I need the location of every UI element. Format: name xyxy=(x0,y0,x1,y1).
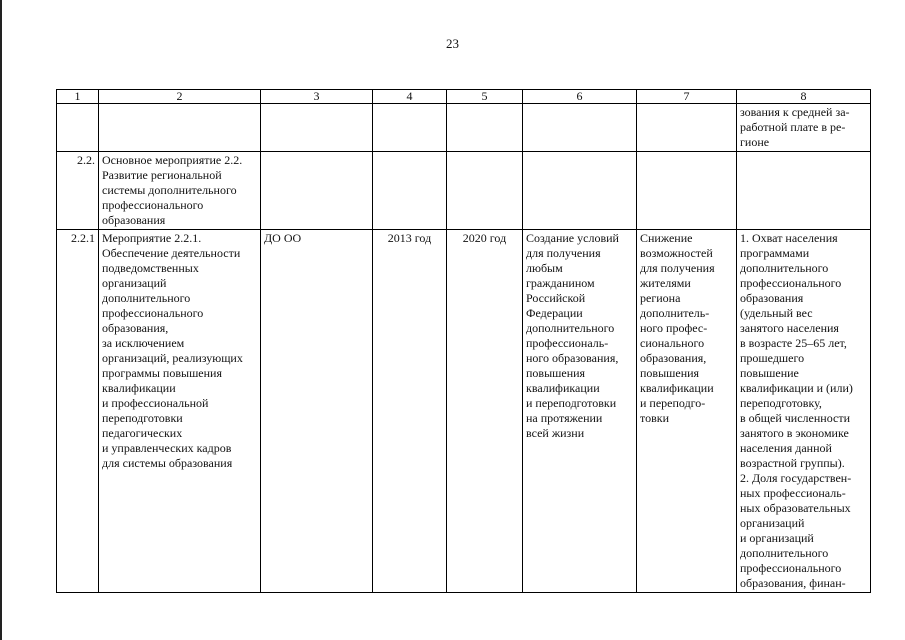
column-number: 2 xyxy=(99,90,261,104)
column-number: 6 xyxy=(523,90,637,104)
column-number: 8 xyxy=(737,90,871,104)
expected-result-cell: Создание условий для получения любым гражданином Российской Федерации дополнительного профессиональ- ного образования, повышения квалификации и переподготовки на протяжении всей жизни xyxy=(523,230,637,593)
column-number: 3 xyxy=(261,90,373,104)
consequences-cell xyxy=(637,104,737,152)
start-date-cell xyxy=(373,152,447,230)
indicators-cell: зования к средней за- работной плате в ре- гионе xyxy=(737,104,871,152)
responsible-cell: ДО ОО xyxy=(261,230,373,593)
activity-name-cell: Основное мероприятие 2.2. Развитие региональной системы дополнительного профессионального образования xyxy=(99,152,261,230)
page-edge-rule xyxy=(0,0,2,640)
program-table xyxy=(56,89,871,593)
consequences-cell xyxy=(637,152,737,230)
column-number: 7 xyxy=(637,90,737,104)
indicators-cell: 1. Охват населения программами дополнительного профессионального образования (удельный вес занятого населения в возрасте 25–65 лет, прошедшего повышение квалификации и (или) переподготовку, в общей численности занятого в экономике населения данной возрастной группы). 2. Доля государствен- ных профессиональ- ных образовательных организаций и организаций дополнительного профессионального образования, финан- xyxy=(737,230,871,593)
activity-name-cell: Мероприятие 2.2.1. Обеспечение деятельности подведомственных организаций дополнительного профессионального образования, за исключением организаций, реализующих программы повышения квалификации и профессиональной переподготовки педагогических и управленческих кадров для системы образования xyxy=(99,230,261,593)
table-row xyxy=(57,230,871,593)
start-date-cell: 2013 год xyxy=(373,230,447,593)
end-date-cell xyxy=(447,104,523,152)
activity-name-cell xyxy=(99,104,261,152)
item-number-cell: 2.2.1 xyxy=(57,230,99,593)
responsible-cell xyxy=(261,152,373,230)
page-number: 23 xyxy=(446,36,459,51)
expected-result-cell xyxy=(523,104,637,152)
column-number: 5 xyxy=(447,90,523,104)
consequences-cell: Снижение возможностей для получения жителями региона дополнитель- ного профес- сионального образования, повышения квалификации и переподго- товки xyxy=(637,230,737,593)
column-number: 4 xyxy=(373,90,447,104)
column-number-row xyxy=(57,90,871,104)
end-date-cell xyxy=(447,152,523,230)
responsible-cell xyxy=(261,104,373,152)
start-date-cell xyxy=(373,104,447,152)
column-number: 1 xyxy=(57,90,99,104)
end-date-cell: 2020 год xyxy=(447,230,523,593)
item-number-cell xyxy=(57,104,99,152)
table-row xyxy=(57,104,871,152)
indicators-cell xyxy=(737,152,871,230)
table-row xyxy=(57,152,871,230)
item-number-cell: 2.2. xyxy=(57,152,99,230)
expected-result-cell xyxy=(523,152,637,230)
